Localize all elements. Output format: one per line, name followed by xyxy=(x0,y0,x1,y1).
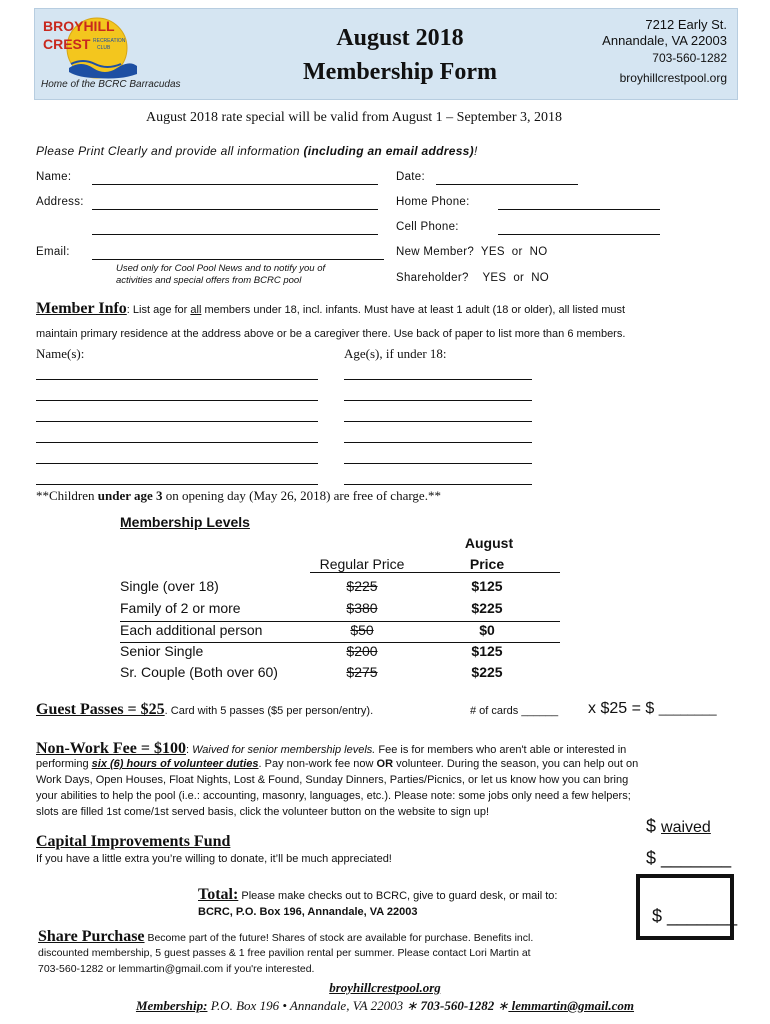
regular-price-family: $380 xyxy=(346,600,378,616)
non-work-line4: your abilities to help the pool (i.e.: accounting, masonry, languages, etc.). Please note: some jobs only need a few helpers; xyxy=(36,790,631,802)
date-label: Date: xyxy=(396,171,425,183)
rate-special-note: August 2018 rate special will be valid from August 1 – September 3, 2018 xyxy=(146,110,563,125)
shareholder-row: Shareholder? YES or NO xyxy=(396,272,550,284)
new-member-yes[interactable]: YES xyxy=(480,246,505,258)
footer-contact: Membership: P.O. Box 196 • Annandale, VA 22003 ∗ 703-560-1282 ∗ lemmartin@gmail.com xyxy=(135,998,635,1013)
club-city: Annandale, VA 22003 xyxy=(602,33,727,48)
membership-levels-heading: Membership Levels xyxy=(120,514,250,530)
star-icon: ∗ xyxy=(406,998,418,1013)
august-price-single: $125 xyxy=(471,578,503,594)
member-name-field[interactable] xyxy=(36,379,318,380)
non-work-heading: Non-Work Fee = $100 xyxy=(36,740,186,757)
club-website: broyhillcrestpool.org xyxy=(619,71,727,85)
share-line2: discounted membership, 5 guest passes & 1 free pavilion rental per summer. Please contact Lori Martin at xyxy=(38,947,531,959)
guest-passes-heading: Guest Passes = $25 xyxy=(36,701,165,718)
share-line1: Share Purchase Become part of the future! Shares of stock are available for purchase. Benefits incl. xyxy=(38,928,534,945)
footer-website[interactable]: broyhillcrestpool.org xyxy=(329,980,441,995)
level-senior-single: Senior Single xyxy=(120,643,204,659)
page-title: August 2018 xyxy=(336,25,464,51)
total-heading: Total: xyxy=(198,886,239,903)
member-name-field[interactable] xyxy=(36,400,318,401)
new-member-row: New Member? YES or NO xyxy=(396,246,548,258)
regular-price-header: Regular Price xyxy=(310,556,414,573)
shareholder-yes[interactable]: YES xyxy=(482,272,507,284)
member-age-field[interactable] xyxy=(344,484,532,485)
email-label: Email: xyxy=(36,246,70,258)
children-note: **Children under age 3 on opening day (May 26, 2018) are free of charge.** xyxy=(36,488,441,503)
date-field[interactable] xyxy=(436,184,578,185)
august-price-senior-couple: $225 xyxy=(471,664,503,680)
member-info-line1: Member Info: List age for all members under 18, incl. infants. Must have at least 1 adult (18 or older), all listed must xyxy=(36,300,626,317)
member-age-field[interactable] xyxy=(344,379,532,380)
name-field[interactable] xyxy=(92,184,378,185)
logo-text-recreation: RECREATION xyxy=(93,38,126,44)
member-name-field[interactable] xyxy=(36,442,318,443)
non-work-line3: Work Days, Open Houses, Float Nights, Lost & Found, Sunday Dinners, Parties/Picnics, or let us know how you can bring xyxy=(36,774,629,786)
member-info-heading: Member Info xyxy=(36,300,127,317)
home-phone-label: Home Phone: xyxy=(396,196,470,208)
non-work-line1: Non-Work Fee = $100: Waived for senior membership levels. Fee is for members who aren't able or interested in xyxy=(36,740,627,757)
non-work-line2: performing six (6) hours of volunteer duties. Pay non-work fee now OR volunteer. During the season, you can help out on xyxy=(36,758,639,770)
level-additional: Each additional person xyxy=(120,622,263,638)
regular-price-single: $225 xyxy=(346,578,378,594)
address-field-2[interactable] xyxy=(92,234,378,235)
regular-price-senior-single: $200 xyxy=(346,643,378,659)
capital-heading: Capital Improvements Fund xyxy=(36,833,231,850)
header-banner xyxy=(34,8,738,100)
capital-text: If you have a little extra you’re willing to donate, it’ll be much appreciated! xyxy=(36,853,392,865)
member-age-field[interactable] xyxy=(344,463,532,464)
guest-total-field[interactable]: x $25 = $ ________ xyxy=(588,700,717,717)
page-subtitle: Membership Form xyxy=(303,59,497,85)
august-price-header: Price xyxy=(414,556,560,573)
cell-phone-label: Cell Phone: xyxy=(396,221,459,233)
club-phone: 703-560-1282 xyxy=(652,51,727,65)
capital-amount-field[interactable]: $ _______ xyxy=(646,848,732,868)
club-logo xyxy=(41,14,145,80)
level-family: Family of 2 or more xyxy=(120,600,241,616)
address-label: Address: xyxy=(36,196,84,208)
share-heading: Share Purchase xyxy=(38,928,145,945)
print-instructions: Please Print Clearly and provide all information (including an email address)! xyxy=(36,144,478,158)
name-label: Name: xyxy=(36,171,72,183)
mailing-address: BCRC, P.O. Box 196, Annandale, VA 22003 xyxy=(198,906,418,918)
member-name-field[interactable] xyxy=(36,463,318,464)
logo-text-crest: CREST xyxy=(43,36,91,52)
member-name-field[interactable] xyxy=(36,421,318,422)
non-work-amount: $ waived xyxy=(646,816,711,836)
address-field-1[interactable] xyxy=(92,209,378,210)
member-name-field[interactable] xyxy=(36,484,318,485)
ages-label: Age(s), if under 18: xyxy=(344,346,447,361)
august-price-additional: $0 xyxy=(479,622,495,638)
names-label: Name(s): xyxy=(36,346,85,361)
logo-text-club: CLUB xyxy=(97,45,111,51)
tagline: Home of the BCRC Barracudas xyxy=(41,79,181,90)
non-work-line5: slots are filled 1st come/1st served basis, click the volunteer button on the website to sign up! xyxy=(36,806,490,818)
shareholder-no[interactable]: NO xyxy=(531,272,550,284)
star-icon: ∗ xyxy=(497,998,509,1013)
total-amount-field[interactable]: $ _______ xyxy=(652,906,738,926)
home-phone-field[interactable] xyxy=(498,209,660,210)
august-header-line1: August xyxy=(464,535,514,551)
member-age-field[interactable] xyxy=(344,421,532,422)
regular-price-senior-couple: $275 xyxy=(346,664,378,680)
cell-phone-field[interactable] xyxy=(498,234,660,235)
regular-price-additional: $50 xyxy=(350,622,374,638)
share-line3: 703-560-1282 or lemmartin@gmail.com if you're interested. xyxy=(38,963,315,975)
member-info-line2: maintain primary residence at the address above or be a caregiver there. Use back of paper to list more than 6 members. xyxy=(36,328,626,340)
guest-cards-field[interactable]: # of cards ______ xyxy=(470,705,559,717)
email-note: Used only for Cool Pool News and to notify you of activities and special offers from BCRC pool xyxy=(116,263,326,286)
member-age-field[interactable] xyxy=(344,400,532,401)
august-price-senior-single: $125 xyxy=(471,643,503,659)
total-line: Total: Please make checks out to BCRC, give to guard desk, or mail to: xyxy=(198,886,558,903)
level-single: Single (over 18) xyxy=(120,578,219,594)
guest-passes-line: Guest Passes = $25. Card with 5 passes ($5 per person/entry). xyxy=(36,701,374,718)
email-field[interactable] xyxy=(92,259,384,260)
new-member-no[interactable]: NO xyxy=(529,246,548,258)
level-senior-couple: Sr. Couple (Both over 60) xyxy=(120,664,278,680)
august-price-family: $225 xyxy=(471,600,503,616)
club-street: 7212 Early St. xyxy=(645,17,727,32)
member-age-field[interactable] xyxy=(344,442,532,443)
logo-text-broyhill: BROYHILL xyxy=(43,18,115,34)
